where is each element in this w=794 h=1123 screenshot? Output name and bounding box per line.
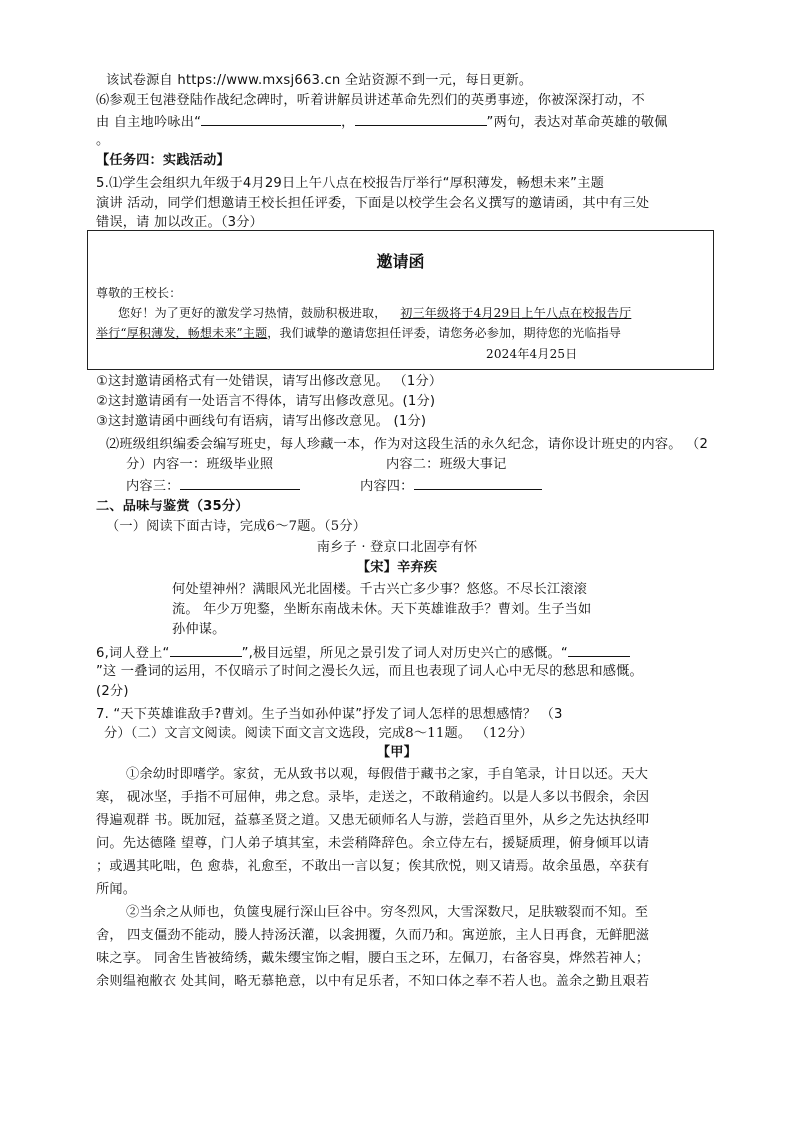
q7-line2: 分）（二）文言文阅读。阅读下面文言文选段，完成8～11题。 （12分） — [104, 726, 533, 741]
classical-label-row — [0, 743, 794, 763]
q6-blank-1[interactable] — [170, 642, 242, 657]
answer-blank-1[interactable] — [201, 111, 341, 126]
letter-body-2b: ，我们诚挚的邀请您担任评委，请您务必参加，期待您的光临指导 — [267, 326, 622, 340]
subq-3: ③这封邀请函中画线句有语病，请写出修改意见。 (1分) — [96, 414, 427, 429]
classical-p1-line2: 寒， 砚冰坚，手指不可屈伸，弗之怠。录毕，走送之，不敢稍逾约。以是人多以书假余，余因 — [96, 790, 650, 805]
q6-memorial-line3: 。 — [96, 133, 110, 148]
poem-intro: （一）阅读下面古诗，完成6～7题。（5分） — [106, 519, 367, 534]
task4-heading: 【任务四：实践活动】 — [96, 153, 230, 168]
section2-heading: 二、品味与鉴赏（35分） — [96, 499, 249, 514]
poem-line2: 流。 年少万兜鍪，坐断东南战未休。天下英雄谁敌手？曹刘。生子当如 — [172, 602, 592, 617]
q6-memorial-text-c: ”两句，表达对革命英雄的敬佩 — [486, 115, 668, 130]
q5-line2: 演讲 活动，同学们想邀请王校长担任评委，下面是以校学生会名义撰写的邀请函，其中有三处 — [96, 196, 650, 211]
invitation-letter-box — [87, 230, 714, 370]
poem-line1: 何处望神州？满眼风光北固楼。千古兴亡多少事？悠悠。不尽长江滚滚 — [172, 582, 588, 597]
q6-line2: ”这 一叠词的运用，不仅暗示了时间之漫长久远，而且也表现了词人心中无尽的愁思和感慨。 — [96, 664, 643, 679]
q6-text-a: 6,词人登上“ — [96, 646, 170, 661]
subq-1: ①这封邀请函格式有一处错误，请写出修改意见。 （1分） — [96, 374, 443, 389]
letter-title: 邀请函 — [376, 252, 425, 271]
content4-label: 内容四： — [360, 479, 414, 494]
q6-text-b: ”,极目远望，所见之景引发了词人对历史兴亡的感慨。“ — [241, 646, 568, 661]
poem-author-row — [0, 558, 794, 578]
q5-2-content3 — [126, 475, 300, 497]
q5-2-content4 — [360, 475, 542, 497]
letter-underlined-sentence-part2: 举行“厚积薄发，畅想未来”主题 — [96, 326, 268, 340]
q6-line1 — [96, 642, 630, 664]
q6-memorial-text-a: 由 自主地吟咏出“ — [96, 115, 202, 130]
q7-line1: 7. “天下英雄谁敌手?曹刘。生子当如孙仲谋”抒发了词人怎样的思想感情？ （3 — [96, 707, 563, 722]
q6-memorial-text-b: ， — [341, 115, 355, 130]
q5-2-content2: 内容二：班级大事记 — [386, 457, 507, 472]
q5-line1: 5.⑴学生会组织九年级于4月29日上午八点在校报告厅举行“厚积薄发，畅想未来”主题 — [96, 176, 604, 191]
poem-title: 南乡子 · 登京口北固亭有怀 — [316, 540, 478, 555]
content3-blank[interactable] — [180, 475, 300, 490]
letter-body-line2 — [96, 323, 621, 343]
subq-2: ②这封邀请函有一处语言不得体，请写出修改意见。(1分) — [96, 394, 436, 409]
classical-section-label: 【甲】 — [376, 745, 418, 760]
classical-p1-line6: 所闻。 — [96, 882, 137, 897]
classical-p1-line5: ；或遇其叱咄，色 愈恭，礼愈至，不敢出一言以复；俟其欣悦，则又请焉。故余虽愚，卒获有 — [96, 859, 650, 874]
classical-p2-line2: 舍， 四支僵劲不能动，媵人持汤沃灌，以衾拥覆，久而乃和。寓逆旅，主人日再食，无鲜肥滋 — [96, 928, 650, 943]
classical-p1-line1: ①余幼时即嗜学。家贫，无从致书以观，每假借于藏书之家，手自笔录，计日以还。天大 — [126, 767, 649, 782]
q5-2-line1: ⑵班级组织编委会编写班史，每人珍藏一本，作为对这段生活的永久纪念，请你设计班史的内容。 （2 — [106, 437, 709, 452]
classical-p1-line3: 得遍观群 书。既加冠，益慕圣贤之道。又患无硕师名人与游，尝趋百里外，从乡之先达执经叩 — [96, 813, 650, 828]
q5-2-content1: 分）内容一：班级毕业照 — [126, 457, 274, 472]
q6-memorial-line1: ⑹参观王包港登陆作战纪念碑时，听着讲解员讲述革命先烈们的英勇事迹，你被深深打动，不 — [96, 93, 645, 108]
classical-p2-line3: 味之享。 同舍生皆被绮绣，戴朱缨宝饰之帽，腰白玉之环，左佩刀，右备容臭，烨然若神人； — [96, 951, 650, 966]
letter-underlined-sentence-part1: 初三年级将于4月29日上午八点在校报告厅 — [400, 306, 632, 320]
q6-line3: (2分) — [96, 684, 129, 699]
letter-salutation: 尊敬的王校长： — [96, 286, 182, 300]
header-note: 该试卷源自 https://www.mxsj663.cn 全站资源不到一元，每日更新。 — [106, 73, 533, 88]
letter-date: 2024年4月25日 — [486, 347, 578, 361]
classical-p2-line1: ②当余之从师也，负箧曳屣行深山巨谷中。穷冬烈风，大雪深数尺，足肤皲裂而不知。至 — [126, 905, 649, 920]
content3-label: 内容三： — [126, 479, 180, 494]
classical-p2-line4: 余则缊袍敝衣 处其间，略无慕艳意，以中有足乐者，不知口体之奉不若人也。盖余之勤且艰若 — [96, 974, 650, 989]
letter-body-1a: 您好！为了更好的激发学习热情，鼓励积极进取， — [118, 306, 387, 320]
q6-memorial-line2 — [96, 111, 668, 133]
poem-line3: 孙仲谋。 — [172, 622, 226, 637]
poem-title-row — [0, 538, 794, 558]
content4-blank[interactable] — [414, 475, 542, 490]
classical-p1-line4: 问。先达德隆 望尊，门人弟子填其室，未尝稍降辞色。余立侍左右，援疑质理，俯身倾耳以请 — [96, 836, 650, 851]
q6-blank-2[interactable] — [568, 642, 630, 657]
letter-body-line1 — [118, 303, 631, 323]
q5-line3: 错误，请 加以改正。（3分） — [96, 215, 264, 230]
poem-author: 【宋】辛弃疾 — [356, 560, 438, 575]
answer-blank-2[interactable] — [355, 111, 487, 126]
